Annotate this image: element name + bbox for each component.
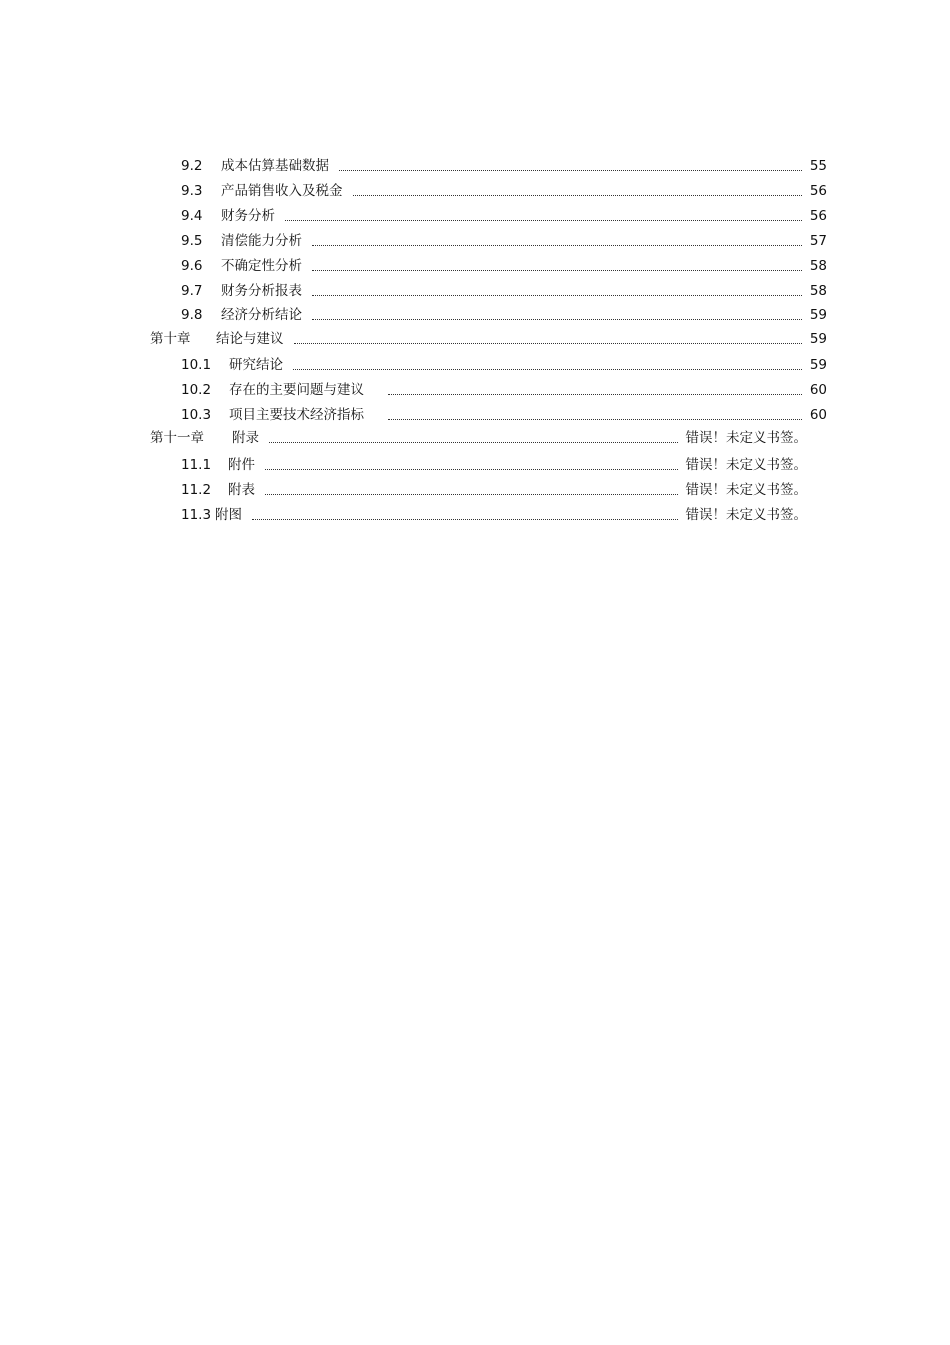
toc-entry-9-7[interactable] (181, 281, 827, 301)
toc-entry-number: 9.4 (181, 208, 203, 224)
toc-entry-title: 不确定性分析 (221, 258, 302, 274)
toc-entry-title: 清偿能力分析 (221, 233, 302, 249)
toc-entry-number: 9.5 (181, 233, 203, 249)
toc-entry-9-4[interactable] (181, 206, 827, 226)
toc-entry-page: 60 (809, 407, 827, 423)
toc-entry-title: 附表 (228, 482, 255, 498)
toc-entry-number: 9.8 (181, 307, 203, 323)
dot-leader (388, 380, 802, 400)
toc-entry-page: 错误！未定义书签。 (685, 430, 807, 446)
dot-leader (312, 231, 802, 251)
toc-entry-title: 附图 (215, 507, 242, 523)
dot-leader (388, 405, 802, 425)
toc-entry-title: 存在的主要问题与建议 (229, 382, 364, 398)
toc-entry-10-2[interactable] (181, 380, 827, 400)
dot-leader (312, 281, 802, 301)
toc-entry-9-8[interactable] (181, 305, 827, 325)
toc-entry-number: 第十章 (150, 331, 191, 347)
toc-entry-page: 59 (809, 331, 827, 347)
dot-leader (265, 455, 678, 475)
toc-entry-page: 55 (809, 158, 827, 174)
toc-entry-page: 56 (809, 183, 827, 199)
dot-leader (293, 355, 802, 375)
dot-leader (269, 428, 678, 448)
toc-entry-title: 项目主要技术经济指标 (229, 407, 364, 423)
toc-entry-10-1[interactable] (181, 355, 827, 375)
toc-entry-page: 错误！未定义书签。 (685, 482, 807, 498)
toc-entry-9-2[interactable] (181, 156, 827, 176)
toc-entry-11-2[interactable] (181, 480, 807, 500)
toc-entry-title: 附件 (228, 457, 255, 473)
toc-entry-page: 59 (809, 357, 827, 373)
toc-entry-title: 研究结论 (229, 357, 283, 373)
toc-entry-title: 附录 (232, 430, 259, 446)
toc-entry-number: 11.3 (181, 507, 212, 523)
dot-leader (312, 256, 802, 276)
toc-entry-page: 56 (809, 208, 827, 224)
toc-entry-title: 经济分析结论 (221, 307, 302, 323)
toc-entry-page: 错误！未定义书签。 (685, 507, 807, 523)
toc-entry-title: 财务分析报表 (221, 283, 302, 299)
dot-leader (294, 329, 802, 349)
toc-entry-number: 9.7 (181, 283, 203, 299)
toc-entry-11-3[interactable] (181, 505, 807, 525)
toc-entry-page: 60 (809, 382, 827, 398)
dot-leader (285, 206, 802, 226)
toc-entry-title: 成本估算基础数据 (221, 158, 329, 174)
toc-entry-9-6[interactable] (181, 256, 827, 276)
dot-leader (339, 156, 802, 176)
dot-leader (252, 505, 678, 525)
toc-entry-title: 产品销售收入及税金 (221, 183, 343, 199)
toc-entry-number: 9.6 (181, 258, 203, 274)
toc-entry-10-3[interactable] (181, 405, 827, 425)
toc-chapter-11[interactable] (150, 428, 807, 448)
toc-entry-number: 10.1 (181, 357, 212, 373)
toc-entry-number: 10.3 (181, 407, 212, 423)
dot-leader (353, 181, 802, 201)
toc-entry-title: 结论与建议 (216, 331, 284, 347)
dot-leader (312, 305, 802, 325)
toc-entry-number: 11.1 (181, 457, 212, 473)
toc-entry-page: 59 (809, 307, 827, 323)
toc-entry-number: 11.2 (181, 482, 212, 498)
toc-chapter-10[interactable] (150, 329, 827, 349)
toc-entry-9-3[interactable] (181, 181, 827, 201)
toc-entry-9-5[interactable] (181, 231, 827, 251)
toc-entry-page: 57 (809, 233, 827, 249)
toc-entry-number: 10.2 (181, 382, 212, 398)
toc-entry-page: 错误！未定义书签。 (685, 457, 807, 473)
toc-entry-number: 第十一章 (150, 430, 204, 446)
toc-entry-11-1[interactable] (181, 455, 807, 475)
toc-entry-number: 9.2 (181, 158, 203, 174)
toc-entry-page: 58 (809, 283, 827, 299)
toc-entry-page: 58 (809, 258, 827, 274)
toc-entry-title: 财务分析 (221, 208, 275, 224)
toc-entry-number: 9.3 (181, 183, 203, 199)
dot-leader (265, 480, 678, 500)
